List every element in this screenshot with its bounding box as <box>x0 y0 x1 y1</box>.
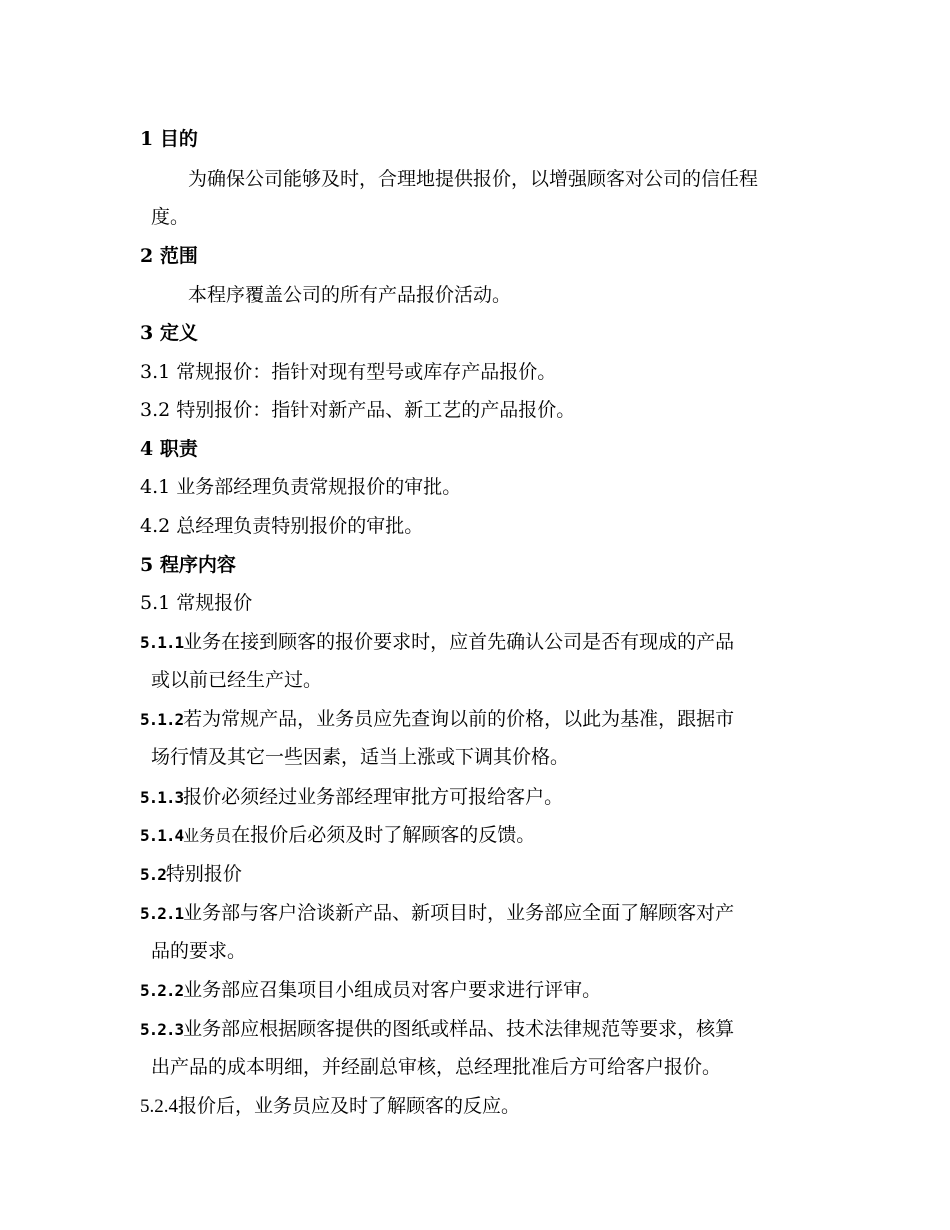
item-5-1-4-number: 5.1.4 <box>140 826 184 845</box>
section-1-body-line-2: 度。 <box>151 206 190 228</box>
item-5-1-1-text: 业务在接到顾客的报价要求时，应首先确认公司是否有现成的产品 <box>183 631 735 653</box>
item-5-2-4-line-1 <box>140 1094 520 1119</box>
item-5-2-1-text: 业务部与客户洽谈新产品、新项目时，业务部应全面了解顾客对产 <box>183 902 735 924</box>
item-5-2-4-text: 报价后，业务员应及时了解顾客的反应。 <box>178 1095 521 1117</box>
section-4-heading: 4 职责 <box>140 438 198 460</box>
section-5-heading: 5 程序内容 <box>140 554 236 576</box>
item-5-1-1-line-2: 或以前已经生产过。 <box>151 669 323 691</box>
item-5-1-2-line-2: 场行情及其它一些因素，适当上涨或下调其价格。 <box>151 746 570 768</box>
item-5-1-3-line-1 <box>140 785 563 810</box>
item-5-2-2-number: 5.2.2 <box>140 981 184 1000</box>
item-5-1-2-number: 5.1.2 <box>140 710 184 729</box>
item-5-1-2-line-1 <box>140 707 734 732</box>
subsection-5-1-title: 5.1 常规报价 <box>140 592 253 614</box>
item-5-2-1-number: 5.2.1 <box>140 904 184 923</box>
section-2-heading: 2 范围 <box>140 245 198 267</box>
subsection-5-2-title <box>140 862 242 887</box>
subsection-5-2-text: 特别报价 <box>165 863 242 885</box>
item-5-2-4-number: 5.2.4 <box>140 1096 178 1117</box>
item-5-2-3-text: 业务部应根据顾客提供的图纸或样品、技术法律规范等要求，核算 <box>183 1018 735 1040</box>
section-3-item-2: 3.2 特别报价：指针对新产品、新工艺的产品报价。 <box>140 399 576 421</box>
section-1-body-line-1: 为确保公司能够及时，合理地提供报价，以增强顾客对公司的信任程 <box>188 168 759 190</box>
item-5-2-2-text: 业务部应召集项目小组成员对客户要求进行评审。 <box>183 979 602 1001</box>
item-5-1-3-number: 5.1.3 <box>140 788 184 807</box>
section-4-item-2: 4.2 总经理负责特别报价的审批。 <box>140 515 424 537</box>
item-5-2-3-line-2: 出产品的成本明细，并经副总审核，总经理批准后方可给客户报价。 <box>151 1056 722 1078</box>
subsection-5-2-number: 5.2 <box>140 865 166 884</box>
section-3-item-1: 3.1 常规报价：指针对现有型号或库存产品报价。 <box>140 361 557 383</box>
item-5-2-1-line-1 <box>140 901 734 926</box>
item-5-1-4-small-text: 业务员 <box>183 826 232 845</box>
section-2-body: 本程序覆盖公司的所有产品报价活动。 <box>188 284 512 306</box>
item-5-1-4-line-1 <box>140 823 535 848</box>
item-5-2-1-line-2: 品的要求。 <box>151 940 247 962</box>
section-1-heading: 1 目的 <box>140 128 198 150</box>
item-5-1-2-text: 若为常规产品，业务员应先查询以前的价格，以此为基准，跟据市 <box>183 708 735 730</box>
item-5-2-2-line-1 <box>140 978 601 1003</box>
item-5-2-3-number: 5.2.3 <box>140 1020 184 1039</box>
item-5-1-1-number: 5.1.1 <box>140 633 184 652</box>
section-4-item-1: 4.1 业务部经理负责常规报价的审批。 <box>140 476 462 498</box>
item-5-1-4-text: 在报价后必须及时了解顾客的反馈。 <box>231 824 536 846</box>
item-5-1-3-text: 报价必须经过业务部经理审批方可报给客户。 <box>183 786 564 808</box>
section-3-heading: 3 定义 <box>140 322 198 344</box>
item-5-2-3-line-1 <box>140 1017 734 1042</box>
item-5-1-1-line-1 <box>140 630 734 655</box>
